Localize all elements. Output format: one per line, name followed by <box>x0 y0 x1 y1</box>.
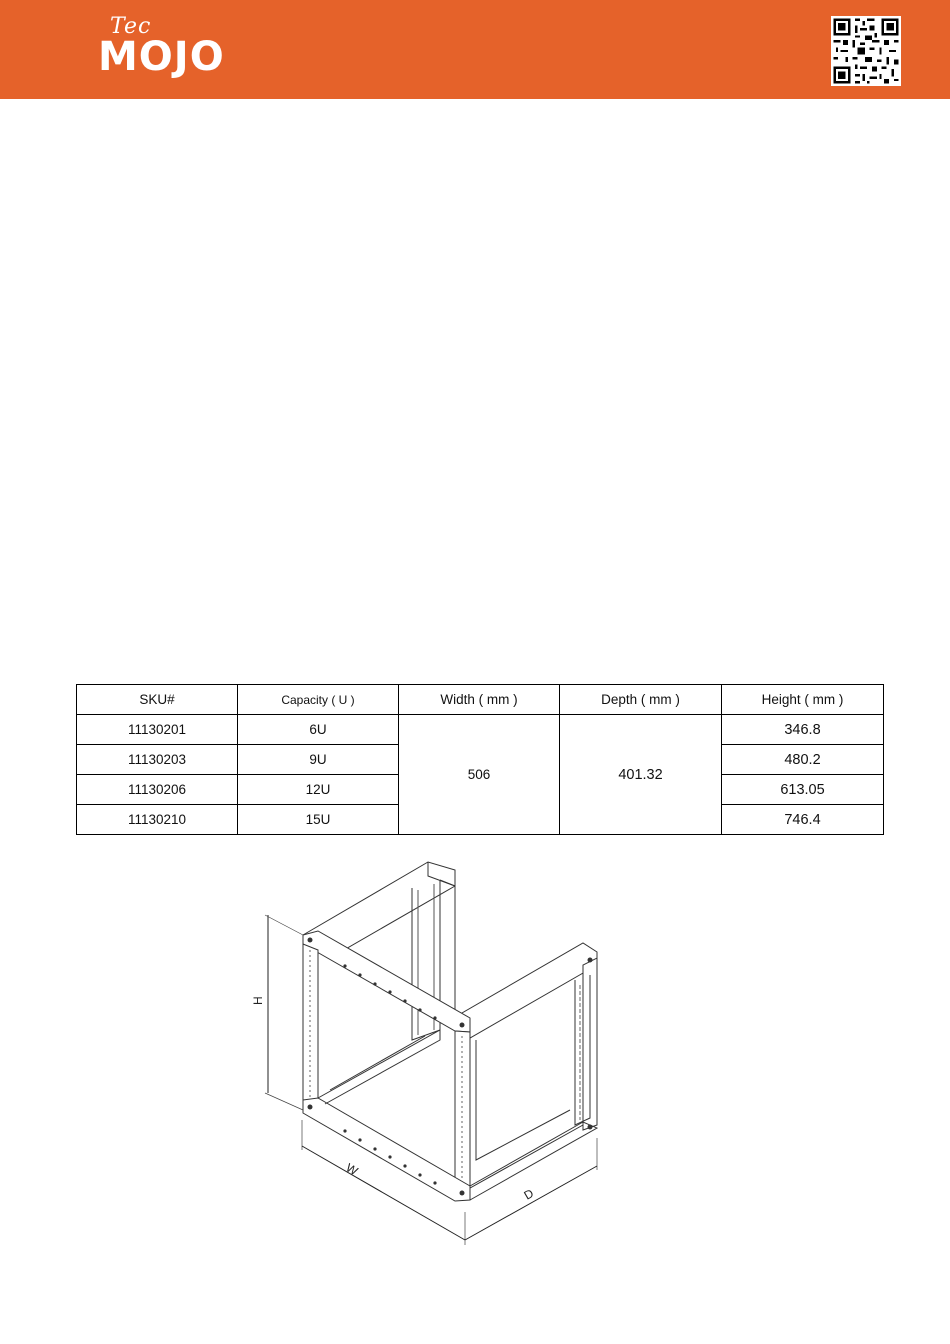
tecmojo-logo <box>98 14 243 84</box>
header-width: Width ( mm ) <box>399 685 560 715</box>
cell-depth: 401.32 <box>560 715 722 835</box>
logo-mojo-text: MOJO <box>98 34 225 80</box>
dimension-label-h: H <box>251 996 265 1005</box>
cell-capacity: 12U <box>238 775 399 805</box>
dimension-label-w: W <box>343 1160 361 1179</box>
logo-tec-text: Tec <box>110 14 152 39</box>
cell-height: 613.05 <box>722 775 884 805</box>
header-height: Height ( mm ) <box>722 685 884 715</box>
cell-capacity: 6U <box>238 715 399 745</box>
cell-sku: 11130203 <box>77 745 238 775</box>
header-capacity: Capacity ( U ) <box>238 685 399 715</box>
table-header-row <box>77 685 884 715</box>
cell-sku: 11130210 <box>77 805 238 835</box>
cell-height: 480.2 <box>722 745 884 775</box>
spec-table <box>76 684 884 835</box>
header-depth: Depth ( mm ) <box>560 685 722 715</box>
cell-capacity: 9U <box>238 745 399 775</box>
dimension-label-d: D <box>521 1186 537 1203</box>
cell-height: 746.4 <box>722 805 884 835</box>
header-sku: SKU# <box>77 685 238 715</box>
cell-height: 346.8 <box>722 715 884 745</box>
page-header <box>0 0 950 99</box>
cell-width: 506 <box>399 715 560 835</box>
cell-sku: 11130201 <box>77 715 238 745</box>
cell-capacity: 15U <box>238 805 399 835</box>
table-row <box>77 715 884 745</box>
cell-sku: 11130206 <box>77 775 238 805</box>
qr-code-icon <box>831 16 901 86</box>
rack-frame-drawing <box>250 855 610 1250</box>
